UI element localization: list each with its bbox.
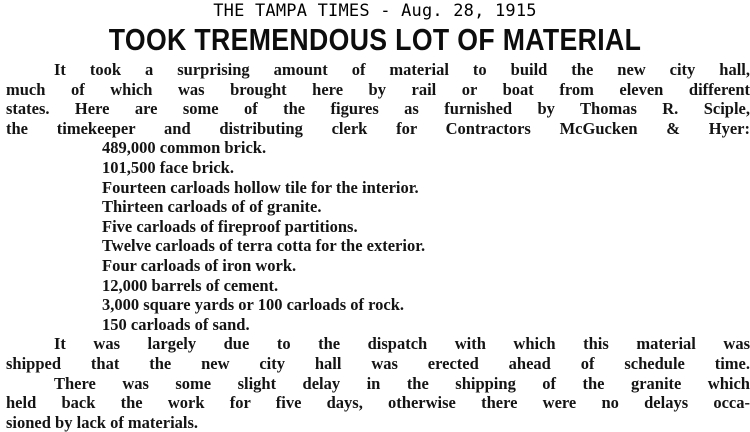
material-item: Five carloads of fireproof partitions. (102, 216, 358, 236)
closing-line: sioned by lack of materials. (6, 412, 199, 432)
closing-line: shipped that the new city hall was erected ahead of schedule time. (6, 353, 750, 373)
material-item: Fourteen carloads hollow tile for the interior. (102, 177, 419, 197)
material-item: 101,500 face brick. (102, 157, 234, 177)
intro-line: much of which was brought here by rail or boat from eleven different (6, 79, 750, 99)
masthead: THE TAMPA TIMES - Aug. 28, 1915 (213, 1, 537, 21)
material-item: Twelve carloads of terra cotta for the exterior. (102, 236, 426, 256)
closing-line: There was some slight delay in the shipping of the granite which (54, 373, 750, 393)
material-item: 3,000 square yards or 100 carloads of rock. (102, 295, 405, 315)
material-item: 150 carloads of sand. (102, 314, 250, 334)
intro-line: It took a surprising amount of material to build the new city hall, (54, 60, 750, 79)
intro-line: the timekeeper and distributing clerk for Contractors McGucken & Hyer: (6, 118, 750, 138)
headline: TOOK TREMENDOUS LOT OF MATERIAL (108, 22, 642, 57)
article-body (6, 60, 750, 432)
closing-line: held back the work for five days, otherwise there were no delays occa- (6, 393, 750, 413)
material-item: 12,000 barrels of cement. (102, 275, 279, 295)
material-item: Four carloads of iron work. (102, 255, 297, 275)
material-item: Thirteen carloads of of granite. (102, 197, 322, 217)
material-item: 489,000 common brick. (102, 138, 267, 158)
intro-line: states. Here are some of the figures as furnished by Thomas R. Sciple, (6, 99, 750, 119)
closing-line: It was largely due to the dispatch with which this material was (54, 334, 750, 354)
